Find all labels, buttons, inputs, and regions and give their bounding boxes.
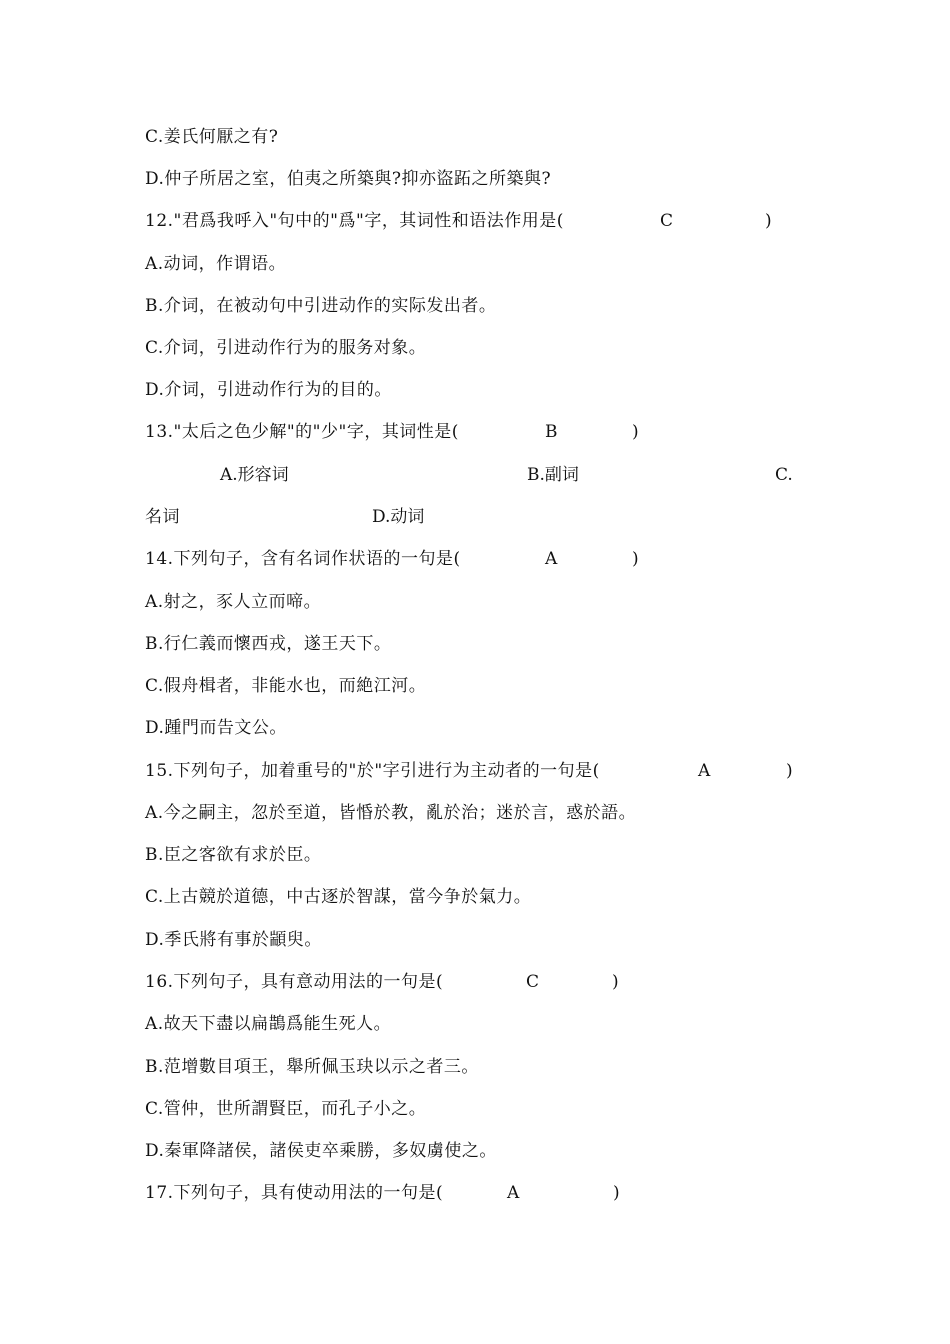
option-text: C.管仲，世所謂賢臣，而孔子小之。 (145, 1099, 427, 1119)
question-16-stem: 16.下列句子，具有意动用法的一句是( (145, 972, 444, 992)
question-17-answer: A (507, 1183, 520, 1203)
question-13-answer: B (545, 422, 558, 442)
question-16-close-paren: ) (612, 972, 619, 992)
question-15-stem: 15.下列句子，加着重号的"於"字引进行为主动者的一句是( (145, 761, 600, 781)
question-12-answer: C (660, 211, 674, 231)
question-14-stem: 14.下列句子，含有名词作状语的一句是( (145, 549, 461, 569)
question-12-close-paren: ) (765, 211, 772, 231)
question-12-stem: 12."君爲我呼入"句中的"爲"字，其词性和语法作用是( (145, 211, 564, 231)
option-text: A.动词，作谓语。 (145, 254, 287, 274)
question-16-answer: C (526, 972, 540, 992)
option-text: B.副词 (527, 465, 579, 485)
option-text: B.行仁義而懷西戎，遂王天下。 (145, 634, 392, 654)
option-text: C. (775, 465, 793, 485)
option-text: C.介词，引进动作行为的服务对象。 (145, 338, 427, 358)
option-text: D.介词，引进动作行为的目的。 (145, 380, 392, 400)
question-14-close-paren: ) (632, 549, 639, 569)
option-text: D.季氏將有事於顓臾。 (145, 930, 322, 950)
option-text: C.上古競於道德，中古逐於智謀，當今争於氣力。 (145, 887, 532, 907)
option-text: B.介词，在被动句中引进动作的实际发出者。 (145, 296, 497, 316)
option-text: A.今之嗣主，忽於至道，皆惛於教，亂於治；迷於言，惑於語。 (145, 803, 637, 823)
option-text: D.踵門而告文公。 (145, 718, 287, 738)
option-text: B.臣之客欲有求於臣。 (145, 845, 322, 865)
question-17-stem: 17.下列句子，具有使动用法的一句是( (145, 1183, 444, 1203)
option-text: C.假舟楫者，非能水也，而絶江河。 (145, 676, 427, 696)
question-17-close-paren: ) (613, 1183, 620, 1203)
option-text: A.射之，豕人立而啼。 (145, 592, 322, 612)
option-text: B.范增數目項王，舉所佩玉玦以示之者三。 (145, 1057, 479, 1077)
option-text: A.故天下盡以扁鵲爲能生死人。 (145, 1014, 392, 1034)
option-text: A.形容词 (220, 465, 289, 485)
question-15-answer: A (698, 761, 711, 781)
option-text: D.秦軍降諸侯，諸侯吏卒乘勝，多奴虜使之。 (145, 1141, 497, 1161)
option-text: D.动词 (372, 507, 425, 527)
option-text: 名词 (145, 507, 180, 527)
question-13-close-paren: ) (632, 422, 639, 442)
question-14-answer: A (545, 549, 558, 569)
option-text: C.姜氏何厭之有? (145, 127, 279, 147)
question-15-close-paren: ) (786, 761, 793, 781)
question-13-stem: 13."太后之色少解"的"少"字，其词性是( (145, 422, 459, 442)
option-text: D.仲子所居之室，伯夷之所築與?抑亦盜跖之所築與? (145, 169, 552, 189)
